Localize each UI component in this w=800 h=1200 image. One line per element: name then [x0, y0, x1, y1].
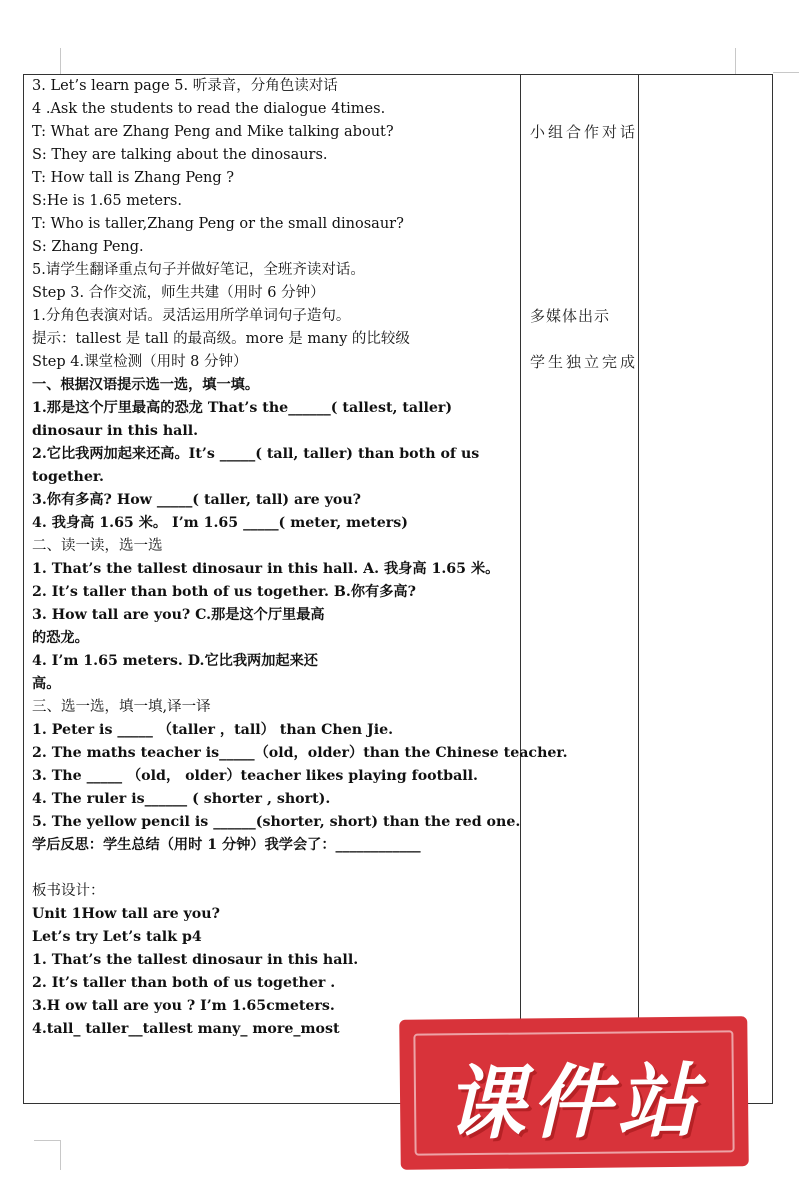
- procedure-line: 3.你有多高? How _____( taller, tall) are you?: [32, 492, 361, 508]
- procedure-line: S:He is 1.65 meters.: [32, 193, 182, 209]
- column-divider-1: [520, 75, 521, 1103]
- procedure-line: Unit 1How tall are you?: [32, 906, 220, 922]
- crop-mark-top-right-v: [735, 48, 736, 74]
- procedure-line: 4.tall_ taller__tallest many_ more_most: [32, 1021, 340, 1037]
- procedure-line: 二、读一读，选一选: [32, 538, 163, 554]
- procedure-line: Let’s try Let’s talk p4: [32, 929, 202, 945]
- teaching-procedure-column: [32, 75, 568, 1041]
- procedure-line: Step 3. 合作交流，师生共建（用时 6 分钟）: [32, 285, 325, 301]
- watermark-stamp: [399, 1016, 749, 1170]
- procedure-line: together.: [32, 469, 104, 485]
- procedure-line: 2. It’s taller than both of us together. B.你有多高?: [32, 584, 416, 600]
- activity-note-independent: 学生独立完成: [530, 353, 639, 371]
- procedure-line: 3. Let’s learn page 5. 听录音，分角色读对话: [32, 78, 338, 94]
- procedure-line: 4. The ruler is______ ( shorter , short).: [32, 791, 331, 807]
- activity-note-multimedia: 多媒体出示: [530, 307, 611, 325]
- procedure-line: 的恐龙。: [32, 630, 89, 646]
- procedure-line: 1. That’s the tallest dinosaur in this hall. A. 我身高 1.65 米。: [32, 561, 500, 577]
- procedure-line: S: Zhang Peng.: [32, 239, 144, 255]
- crop-mark-bottom-left-v: [60, 1140, 61, 1170]
- procedure-line: 1.那是这个厅里最高的恐龙 That’s the______( tallest, taller): [32, 400, 453, 416]
- crop-mark-top-left-v: [60, 48, 61, 74]
- blank-line: [32, 857, 518, 880]
- procedure-line: 3. How tall are you? C.那是这个厅里最高: [32, 607, 325, 623]
- procedure-line: 板书设计：: [32, 883, 105, 899]
- procedure-line: 3. The _____ （old， older）teacher likes playing football.: [32, 768, 478, 784]
- procedure-line: 1. Peter is _____ （taller ，tall） than Chen Jie.: [32, 722, 394, 738]
- procedure-line: 三、选一选，填一填,译一译: [32, 699, 211, 715]
- procedure-line: 1. That’s the tallest dinosaur in this hall.: [32, 952, 359, 968]
- procedure-line: T: What are Zhang Peng and Mike talking about?: [32, 124, 394, 140]
- column-divider-2: [638, 75, 639, 1103]
- stamp-text: 课件站: [444, 1054, 704, 1151]
- procedure-line: 3.H ow tall are you ? I’m 1.65cmeters.: [32, 998, 335, 1014]
- procedure-line: T: Who is taller,Zhang Peng or the small dinosaur?: [32, 216, 404, 232]
- procedure-line: 4. 我身高 1.65 米。 I’m 1.65 _____( meter, meters): [32, 515, 408, 531]
- procedure-line: Step 4.课堂检测（用时 8 分钟）: [32, 354, 248, 370]
- procedure-line: 一、根据汉语提示选一选，填一填。: [32, 377, 260, 393]
- lesson-plan-table: [23, 74, 773, 1104]
- procedure-line: S: They are talking about the dinosaurs.: [32, 147, 328, 163]
- activity-note-pair-dialogue: 小组合作对话: [530, 123, 639, 141]
- procedure-line: 5.请学生翻译重点句子并做好笔记，全班齐读对话。: [32, 262, 365, 278]
- crop-mark-bottom-left-h: [34, 1140, 60, 1141]
- procedure-line: 2. It’s taller than both of us together .: [32, 975, 336, 991]
- procedure-line: 学后反思：学生总结（用时 1 分钟）我学会了：____________: [32, 837, 421, 853]
- procedure-line: 4. I’m 1.65 meters. D.它比我两加起来还: [32, 653, 318, 669]
- procedure-line: 高。: [32, 676, 61, 692]
- procedure-line: 1.分角色表演对话。灵活运用所学单词句子造句。: [32, 308, 351, 324]
- crop-mark-top-right-h: [773, 72, 799, 73]
- procedure-line: 2.它比我两加起来还高。It’s _____( tall, taller) than both of us: [32, 446, 480, 462]
- procedure-line: 提示：tallest 是 tall 的最高级。more 是 many 的比较级: [32, 331, 410, 347]
- procedure-line: 4 .Ask the students to read the dialogue 4times.: [32, 101, 386, 117]
- procedure-line: dinosaur in this hall.: [32, 423, 199, 439]
- procedure-line: 5. The yellow pencil is ______(shorter, short) than the red one.: [32, 814, 521, 830]
- procedure-line: 2. The maths teacher is_____（old，older）than the Chinese teacher.: [32, 745, 568, 761]
- procedure-line: T: How tall is Zhang Peng ?: [32, 170, 235, 186]
